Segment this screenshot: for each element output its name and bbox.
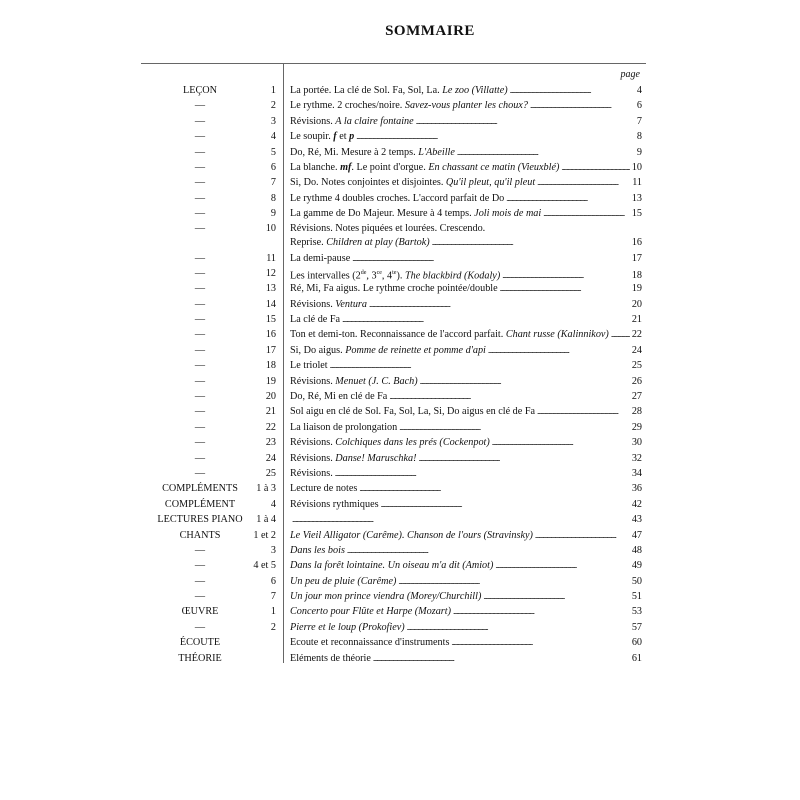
toc-page-number: 8 — [636, 131, 642, 143]
toc-entry — [290, 191, 642, 206]
dot-leader — [506, 191, 630, 206]
dot-leader — [453, 604, 630, 619]
toc-category: — — [194, 161, 206, 173]
toc-category: — — [194, 421, 206, 433]
toc-page-number: 25 — [631, 360, 642, 372]
dot-leader — [500, 281, 630, 296]
toc-number: 3 — [270, 544, 276, 556]
dot-leader — [389, 389, 629, 404]
toc-entry-text: Révisions. Colchiques dans les prés (Cockenpot) — [290, 437, 490, 449]
dot-leader — [330, 358, 630, 373]
toc-category: — — [194, 591, 206, 603]
dot-leader — [537, 404, 630, 419]
toc-page-number: 20 — [631, 298, 642, 310]
toc-row — [0, 175, 800, 190]
toc-page-number: 10 — [631, 161, 642, 173]
toc-category: — — [194, 375, 206, 387]
toc-number: 4 et 5 — [253, 560, 276, 572]
toc-entry-text: Les intervalles (2de, $3^{ce}$, $4^{te}$). The blackbird (Kodaly) — [290, 269, 501, 282]
dot-leader — [535, 528, 630, 543]
toc-number: 1 — [270, 85, 276, 96]
dot-leader — [488, 343, 630, 358]
toc-entry-text: Pierre et le loup (Prokofiev) — [290, 621, 405, 633]
toc-page-number: 36 — [631, 483, 642, 495]
toc-category: — — [194, 344, 206, 356]
toc-page-number: 19 — [631, 283, 642, 295]
toc-entry — [290, 589, 642, 604]
toc-entry — [290, 497, 642, 512]
dot-leader — [495, 558, 629, 573]
toc-page-number: 29 — [631, 421, 642, 433]
toc-page-number: 13 — [631, 192, 642, 204]
dot-leader — [611, 327, 630, 342]
toc-entry-text: Ton et demi-ton. Reconnaissance de l'accord parfait. Chant russe (Kalinnikov) — [290, 329, 609, 341]
dot-leader — [356, 129, 630, 144]
toc-category: COMPLÉMENT — [164, 498, 236, 510]
toc-page-number: 43 — [631, 514, 642, 526]
toc-row — [0, 114, 800, 129]
toc-page-number: 17 — [631, 252, 642, 264]
toc-entry-text: Le rythme 4 doubles croches. L'accord parfait de Do — [290, 192, 505, 204]
toc-category: ÉCOUTE — [179, 637, 221, 649]
toc-page-number: 51 — [631, 591, 642, 603]
toc-entry-text: La liaison de prolongation — [290, 421, 398, 433]
table-of-contents — [0, 83, 800, 666]
toc-number: 15 — [265, 314, 276, 326]
toc-category: — — [194, 100, 206, 112]
toc-page-number: 34 — [631, 467, 642, 479]
toc-entry-text: Ré, Mi, Fa aigus. Le rythme croche pointée/double — [290, 283, 498, 295]
toc-number: 16 — [265, 329, 276, 341]
toc-category: LECTURES PIANO — [157, 514, 243, 526]
toc-page-number: 49 — [631, 560, 642, 572]
toc-number: 21 — [265, 406, 276, 418]
toc-entry — [290, 83, 642, 98]
toc-category: — — [194, 283, 206, 295]
toc-number: 7 — [270, 177, 276, 189]
toc-number: 19 — [265, 375, 276, 387]
toc-page-number: 32 — [631, 452, 642, 464]
toc-number: 2 — [270, 621, 276, 633]
toc-category: — — [194, 560, 206, 572]
toc-number: 4 — [270, 131, 276, 143]
toc-page-number: 15 — [631, 208, 642, 220]
toc-number: 20 — [265, 391, 276, 403]
toc-category: — — [194, 177, 206, 189]
toc-entry-text: La demi-pause — [290, 252, 351, 264]
toc-page-number: 18 — [631, 270, 642, 282]
toc-row — [0, 604, 800, 619]
toc-row — [0, 145, 800, 160]
toc-entry-text: Révisions. Danse! Maruschka! — [290, 452, 417, 464]
toc-entry — [290, 620, 642, 635]
toc-entry-text: Révisions. Notes piquées et lourées. Crescendo. — [290, 222, 486, 234]
dot-leader — [483, 589, 629, 604]
dot-leader — [432, 235, 630, 250]
toc-entry-text: Eléments de théorie — [290, 652, 371, 664]
dot-leader — [419, 451, 630, 466]
toc-row — [0, 266, 800, 281]
toc-category: — — [194, 467, 206, 479]
toc-number: 3 — [270, 115, 276, 127]
toc-entry-text: Révisions. Menuet (J. C. Bach) — [290, 375, 418, 387]
toc-page-number: 7 — [636, 115, 642, 127]
toc-entry — [290, 175, 642, 190]
toc-category: — — [194, 146, 206, 158]
toc-row — [0, 206, 800, 221]
toc-number: 2 — [270, 100, 276, 112]
toc-page-number: 60 — [631, 637, 642, 649]
dot-leader — [492, 435, 630, 450]
toc-entry — [290, 389, 642, 404]
dot-leader — [373, 651, 630, 666]
toc-page-number: 24 — [631, 344, 642, 356]
dot-leader — [407, 620, 630, 635]
toc-entry-text: La gamme de Do Majeur. Mesure à 4 temps. Joli mois de mai — [290, 208, 542, 220]
toc-entry-text: Le triolet — [290, 360, 328, 372]
dot-leader — [530, 98, 630, 113]
toc-entry-text: Le Vieil Alligator (Carême). Chanson de l'ours (Stravinsky) — [290, 529, 533, 541]
toc-page-number: 61 — [631, 652, 642, 664]
toc-entry — [290, 635, 642, 650]
toc-page-number: 48 — [631, 544, 642, 556]
toc-row — [0, 635, 800, 650]
toc-entry-text: Un peu de pluie (Carême) — [290, 575, 397, 587]
toc-page-number: 30 — [631, 437, 642, 449]
toc-entry-text: Concerto pour Flûte et Harpe (Mozart) — [290, 606, 451, 618]
toc-entry — [290, 528, 642, 543]
toc-page-number: 42 — [631, 498, 642, 510]
toc-row — [0, 281, 800, 296]
toc-entry — [290, 404, 642, 419]
toc-entry-text: Le soupir. f et p — [290, 131, 355, 143]
toc-category: COMPLÉMENTS — [162, 483, 238, 495]
toc-category: — — [194, 329, 206, 341]
toc-page-number: 21 — [631, 314, 642, 326]
toc-entry — [290, 129, 642, 144]
toc-number: 17 — [265, 344, 276, 356]
toc-number: 23 — [265, 437, 276, 449]
toc-page-number: 16 — [631, 237, 642, 249]
dot-leader — [451, 635, 629, 650]
toc-number: 1 à 3 — [256, 483, 276, 495]
toc-row — [0, 466, 800, 481]
toc-row — [0, 512, 800, 527]
toc-category: ŒUVRE — [181, 606, 219, 618]
toc-number: 1 à 4 — [256, 514, 276, 526]
toc-row — [0, 191, 800, 206]
toc-page-number: 53 — [631, 606, 642, 618]
toc-number: 24 — [265, 452, 276, 464]
toc-entry-text: Si, Do. Notes conjointes et disjointes. Qu'il pleut, qu'il pleut — [290, 177, 536, 189]
toc-entry — [290, 145, 642, 160]
toc-row — [0, 651, 800, 666]
toc-entry — [290, 651, 642, 666]
toc-row — [0, 222, 800, 236]
toc-row — [0, 358, 800, 373]
toc-page-number: 9 — [636, 146, 642, 158]
toc-category: — — [194, 208, 206, 220]
toc-page-number: 47 — [631, 529, 642, 541]
toc-category: — — [194, 406, 206, 418]
toc-entry-text: Révisions rythmiques — [290, 498, 379, 510]
toc-entry — [290, 297, 642, 312]
toc-category: — — [194, 621, 206, 633]
dot-leader — [537, 175, 630, 190]
toc-number: 6 — [270, 575, 276, 587]
toc-page-number: 22 — [631, 329, 642, 341]
toc-entry — [290, 206, 642, 221]
dot-leader — [292, 512, 630, 527]
toc-page-number: 6 — [636, 100, 642, 112]
dot-leader — [561, 160, 629, 175]
toc-row — [0, 389, 800, 404]
toc-entry-text: Dans les bois — [290, 544, 345, 556]
page-title: SOMMAIRE — [385, 23, 475, 39]
toc-entry-text: Si, Do aigus. Pomme de reinette et pomme d'api — [290, 344, 486, 356]
toc-row — [0, 497, 800, 512]
toc-entry — [290, 512, 642, 527]
toc-entry — [290, 114, 642, 129]
dot-leader — [347, 543, 630, 558]
toc-number: 5 — [270, 146, 276, 158]
toc-category: — — [194, 314, 206, 326]
dot-leader — [416, 114, 630, 129]
toc-row — [0, 251, 800, 266]
toc-entry — [290, 251, 642, 266]
toc-category: LEÇON — [183, 85, 217, 96]
toc-category: — — [194, 252, 206, 264]
toc-category: — — [194, 544, 206, 556]
toc-number: 10 — [265, 222, 276, 234]
toc-entry-text: Révisions. A la claire fontaine — [290, 115, 414, 127]
toc-entry-text: Un jour mon prince viendra (Morey/Churchill) — [290, 591, 482, 603]
toc-category: — — [194, 267, 206, 279]
toc-row — [0, 589, 800, 604]
toc-row — [0, 327, 800, 342]
toc-entry-text: La portée. La clé de Sol. Fa, Sol, La. Le zoo (Villatte) — [290, 85, 508, 96]
toc-number: 1 — [270, 606, 276, 618]
dot-leader — [510, 83, 630, 98]
toc-row — [0, 312, 800, 327]
toc-entry — [290, 481, 642, 496]
toc-number: 9 — [270, 208, 276, 220]
toc-category: CHANTS — [179, 529, 221, 541]
toc-entry-text: Ecoute et reconnaissance d'instruments — [290, 637, 450, 649]
toc-number: 1 et 2 — [253, 529, 276, 541]
dot-leader — [335, 466, 630, 481]
toc-row — [0, 451, 800, 466]
toc-number: 22 — [265, 421, 276, 433]
dot-leader — [352, 251, 630, 266]
toc-row — [0, 160, 800, 175]
toc-row — [0, 297, 800, 312]
toc-number: 25 — [265, 467, 276, 479]
toc-entry-text: La clé de Fa — [290, 314, 341, 326]
dot-leader — [381, 497, 630, 512]
toc-page-number: 27 — [631, 391, 642, 403]
toc-row — [0, 481, 800, 496]
toc-entry — [290, 98, 642, 113]
toc-page-number: 11 — [632, 177, 642, 189]
toc-row — [0, 420, 800, 435]
toc-number: 14 — [265, 298, 276, 310]
dot-leader — [342, 312, 630, 327]
dot-leader — [420, 374, 630, 389]
toc-category: — — [194, 192, 206, 204]
toc-number: 4 — [270, 498, 276, 510]
toc-category: — — [194, 452, 206, 464]
toc-entry-text: Lecture de notes — [290, 483, 358, 495]
toc-entry — [290, 235, 642, 250]
dot-leader — [399, 420, 630, 435]
toc-entry-text: Reprise. Children at play (Bartok) — [290, 237, 430, 249]
page-column-header: page — [620, 69, 640, 80]
toc-entry — [290, 222, 642, 236]
toc-category: THÉORIE — [178, 652, 222, 664]
toc-entry-text: Révisions. Ventura — [290, 298, 367, 310]
toc-page-number: 57 — [631, 621, 642, 633]
toc-row — [0, 543, 800, 558]
toc-number: 12 — [265, 267, 276, 279]
toc-entry — [290, 558, 642, 573]
toc-row — [0, 235, 800, 250]
toc-category: — — [194, 298, 206, 310]
toc-entry-text: Dans la forêt lointaine. Un oiseau m'a dit (Amiot) — [290, 560, 494, 572]
toc-row — [0, 620, 800, 635]
toc-entry — [290, 451, 642, 466]
toc-row — [0, 404, 800, 419]
dot-leader — [359, 481, 629, 496]
toc-entry-text: Le rythme. 2 croches/noire. Savez-vous planter les choux? — [290, 100, 528, 112]
toc-entry — [290, 574, 642, 589]
dot-leader — [543, 206, 630, 221]
toc-category: — — [194, 115, 206, 127]
toc-row — [0, 98, 800, 113]
toc-row — [0, 374, 800, 389]
toc-entry — [290, 281, 642, 296]
toc-entry-text: La blanche. mf. Le point d'orgue. En chassant ce matin (Vieuxblé) — [290, 161, 560, 173]
dot-leader — [398, 574, 629, 589]
toc-row — [0, 435, 800, 450]
toc-page-number: 50 — [631, 575, 642, 587]
toc-entry — [290, 435, 642, 450]
toc-page-number: 28 — [631, 406, 642, 418]
toc-category: — — [194, 131, 206, 143]
toc-number: 11 — [266, 252, 276, 264]
toc-entry — [290, 312, 642, 327]
toc-number: 13 — [265, 283, 276, 295]
toc-category: — — [194, 575, 206, 587]
toc-entry — [290, 543, 642, 558]
toc-entry-text: Révisions. — [290, 467, 333, 479]
toc-row — [0, 528, 800, 543]
dot-leader — [457, 145, 630, 160]
toc-page-number: 4 — [636, 85, 642, 96]
toc-row — [0, 343, 800, 358]
toc-entry — [290, 604, 642, 619]
toc-category: — — [194, 222, 206, 234]
toc-category: — — [194, 391, 206, 403]
toc-entry — [290, 358, 642, 373]
toc-entry-text: Do, Ré, Mi. Mesure à 2 temps. L'Abeille — [290, 146, 455, 158]
toc-category: — — [194, 437, 206, 449]
toc-row — [0, 574, 800, 589]
toc-category: — — [194, 360, 206, 372]
toc-row — [0, 83, 800, 98]
toc-entry-text: Sol aigu en clé de Sol. Fa, Sol, La, Si, Do aigus en clé de Fa — [290, 406, 536, 418]
toc-entry — [290, 160, 642, 175]
toc-number: 18 — [265, 360, 276, 372]
toc-entry — [290, 466, 642, 481]
toc-entry — [290, 343, 642, 358]
toc-entry — [290, 420, 642, 435]
toc-number: 6 — [270, 161, 276, 173]
toc-number: 7 — [270, 591, 276, 603]
toc-number: 8 — [270, 192, 276, 204]
toc-entry — [290, 327, 642, 342]
toc-row — [0, 129, 800, 144]
toc-entry — [290, 374, 642, 389]
toc-row — [0, 558, 800, 573]
toc-page-number: 26 — [631, 375, 642, 387]
dot-leader — [369, 297, 630, 312]
header-divider — [141, 63, 646, 64]
toc-entry-text: Do, Ré, Mi en clé de Fa — [290, 391, 388, 403]
